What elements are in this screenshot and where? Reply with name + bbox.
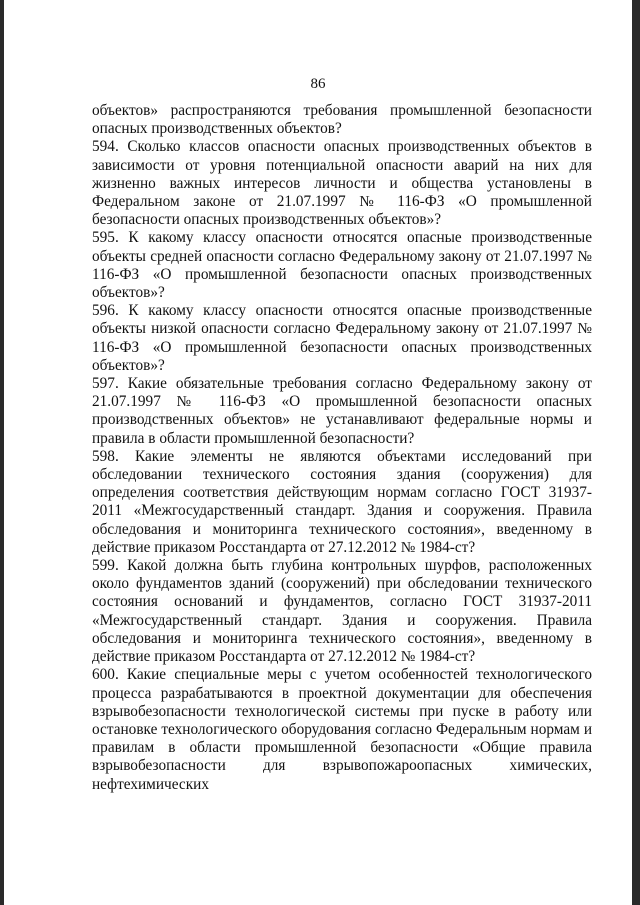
question-596: 596. К какому классу опасности относятся опасные производственные объекты низкой опасности согласно Федеральному закону от 21.07.1997 № 116-ФЗ «О промышленной безопасности опасных производственных объектов»? <box>92 302 592 374</box>
question-595: 595. К какому классу опасности относятся опасные производственные объекты средней опасности согласно Федеральному закону от 21.07.1997 № 116-ФЗ «О промышленной безопасности опасных производственных объектов»? <box>92 229 592 302</box>
question-594: 594. Сколько классов опасности опасных производственных объектов в зависимости от уровня потенциальной опасности аварий на них для жизненно важных интересов личности и общества установлены в Федеральном законе от 21.07.1997 № 116-ФЗ «О промышленной безопасности опасных производственных объектов»? <box>92 138 592 229</box>
question-600: 600. Какие специальные меры с учетом особенностей технологического процесса разрабатываются в проектной документации для обеспечения взрывобезопасности технологической системы при пуске в работу или остановке технологического оборудования согласно Федеральным нормам и правилам в области промышленной безопасности «Общие правила взрывобезопасности для взрывопожароопасных химических, нефтехимических <box>92 666 592 793</box>
question-597: 597. Какие обязательные требования согласно Федеральному закону от 21.07.1997 № 116-ФЗ «О промышленной безопасности опасных производственных объектов» не устанавливают федеральные нормы и правила в области промышленной безопасности? <box>92 375 592 447</box>
page-body <box>92 102 592 794</box>
paragraph-continuation: объектов» распространяются требования промышленной безопасности опасных производственных объектов? <box>92 102 592 138</box>
document-page <box>4 0 632 905</box>
question-598: 598. Какие элементы не являются объектами исследований при обследовании технического состояния здания (сооружения) для определения соответствия действующим нормам согласно ГОСТ 31937-2011 «Межгосударственный стандарт. Здания и сооружения. Правила обследования и мониторинга технического состояния», введенному в действие приказом Росстандарта от 27.12.2012 № 1984-ст? <box>92 447 592 556</box>
question-599: 599. Какой должна быть глубина контрольных шурфов, расположенных около фундаментов зданий (сооружений) при обследовании технического состояния оснований и фундаментов, согласно ГОСТ 31937-2011 «Межгосударственный стандарт. Здания и сооружения. Правила обследования и мониторинга технического состояния», введенному в действие приказом Росстандарта от 27.12.2012 № 1984-ст? <box>92 557 592 666</box>
page-number: 86 <box>310 76 326 92</box>
